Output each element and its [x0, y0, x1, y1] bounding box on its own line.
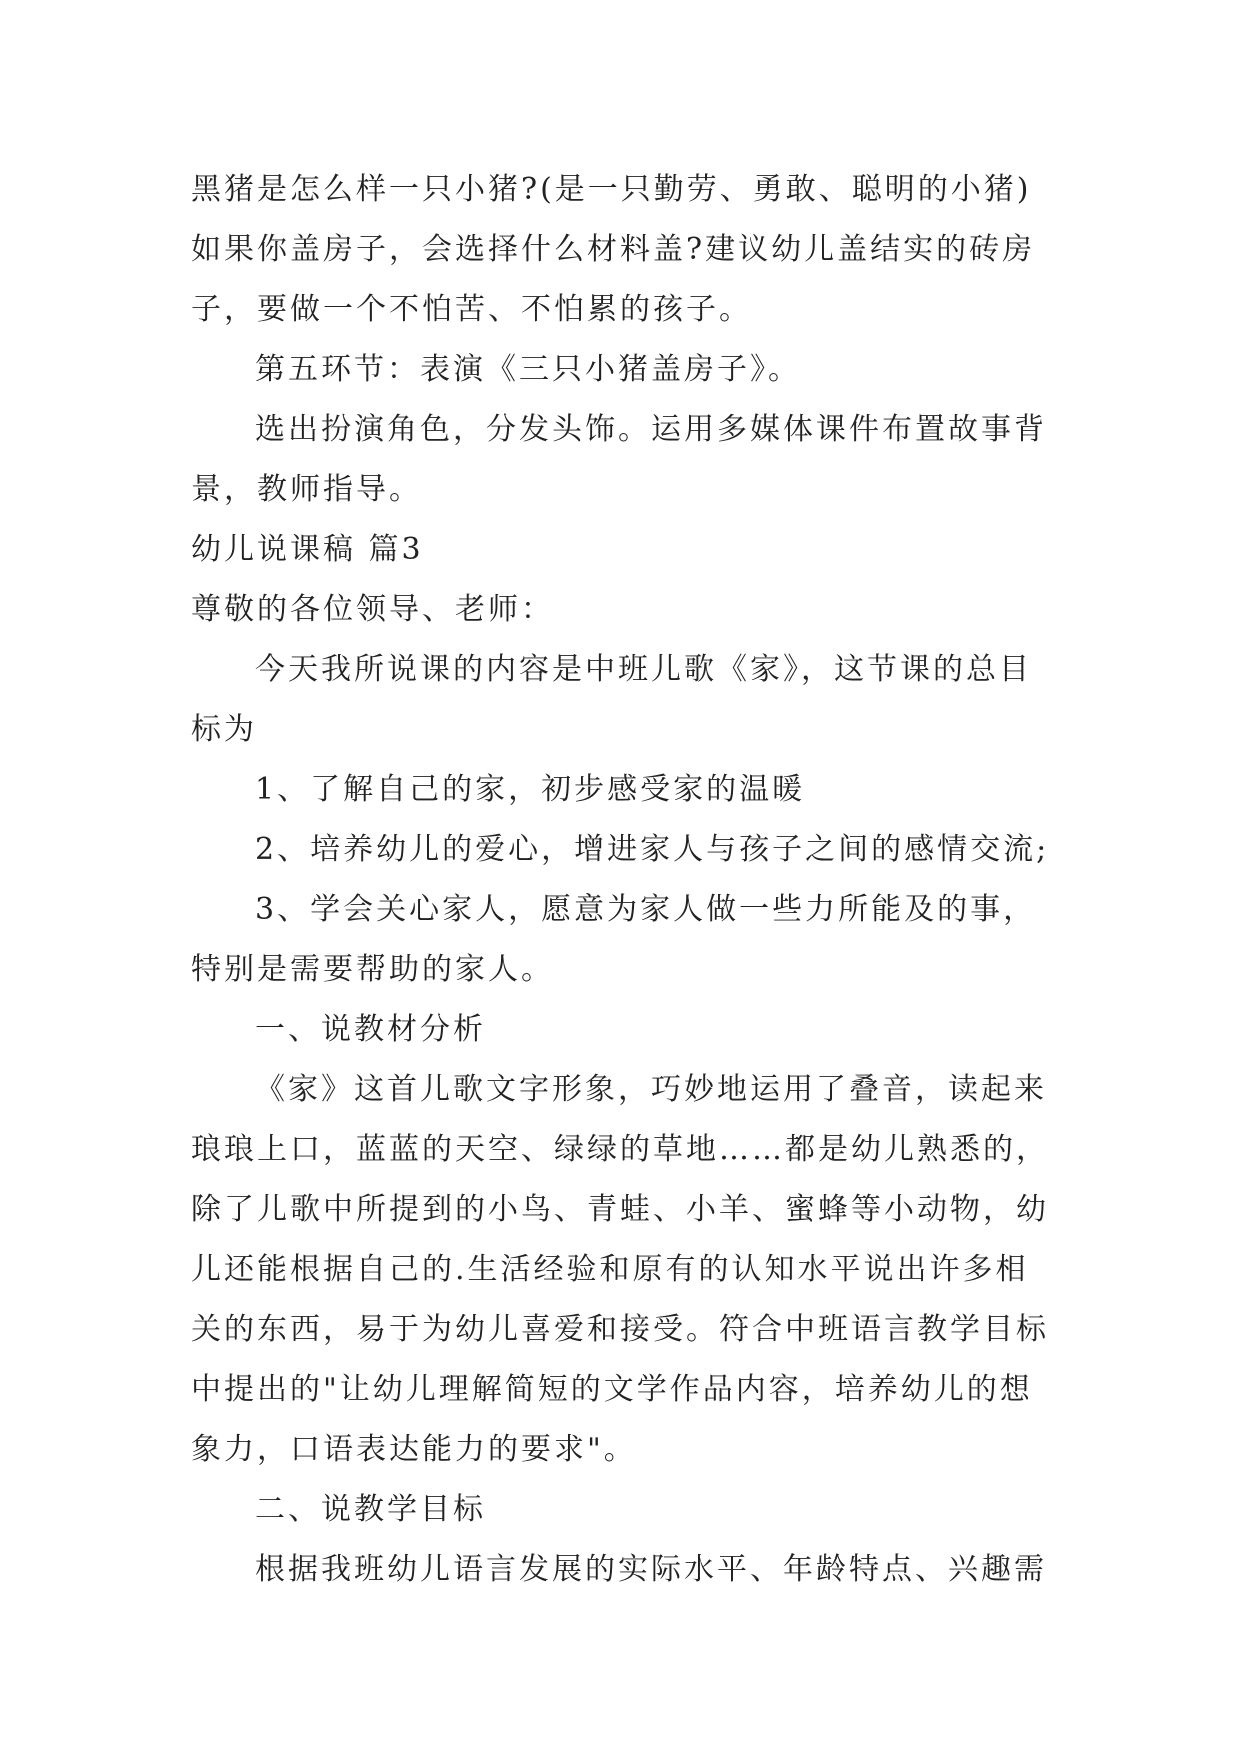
text-line: 今天我所说课的内容是中班儿歌《家》，这节课的总目	[255, 652, 1032, 687]
goal-item: 2、培养幼儿的爱心，增进家人与孩子之间的感情交流;	[255, 832, 1050, 867]
section-heading: 幼儿说课稿 篇3	[191, 532, 424, 567]
document-body	[191, 160, 1071, 1600]
text-line: 黑猪是怎么样一只小猪?(是一只勤劳、勇敢、聪明的小猪)	[191, 172, 1032, 207]
text-line: 子，要做一个不怕苦、不怕累的孩子。	[191, 292, 752, 327]
text-line: 象力，口语表达能力的要求"。	[191, 1432, 637, 1467]
text-line: 《家》这首儿歌文字形象，巧妙地运用了叠音，读起来	[255, 1072, 1047, 1107]
text-line: 第五环节：表演《三只小猪盖房子》。	[255, 352, 801, 387]
subsection-heading: 二、说教学目标	[255, 1492, 486, 1527]
text-line: 中提出的"让幼儿理解简短的文学作品内容，培养幼儿的想	[191, 1372, 1033, 1407]
salutation: 尊敬的各位领导、老师：	[191, 592, 554, 627]
text-line: 标为	[191, 712, 257, 747]
text-line: 根据我班幼儿语言发展的实际水平、年龄特点、兴趣需	[255, 1552, 1047, 1587]
text-line: 关的东西，易于为幼儿喜爱和接受。符合中班语言教学目标	[191, 1312, 1049, 1347]
goal-item: 1、了解自己的家，初步感受家的温暖	[255, 772, 806, 807]
subsection-heading: 一、说教材分析	[255, 1012, 486, 1047]
text-line: 如果你盖房子，会选择什么材料盖?建议幼儿盖结实的砖房	[191, 232, 1036, 267]
goal-item: 3、学会关心家人，愿意为家人做一些力所能及的事，	[255, 892, 1037, 927]
text-line: 儿还能根据自己的.生活经验和原有的认知水平说出许多相	[191, 1252, 1029, 1287]
text-line: 景，教师指导。	[191, 472, 422, 507]
text-line: 除了儿歌中所提到的小鸟、青蛙、小羊、蜜蜂等小动物，幼	[191, 1192, 1049, 1227]
text-line: 特别是需要帮助的家人。	[191, 952, 554, 987]
text-line: 选出扮演角色，分发头饰。运用多媒体课件布置故事背	[255, 412, 1047, 447]
text-line: 琅琅上口，蓝蓝的天空、绿绿的草地……都是幼儿熟悉的，	[191, 1132, 1049, 1167]
